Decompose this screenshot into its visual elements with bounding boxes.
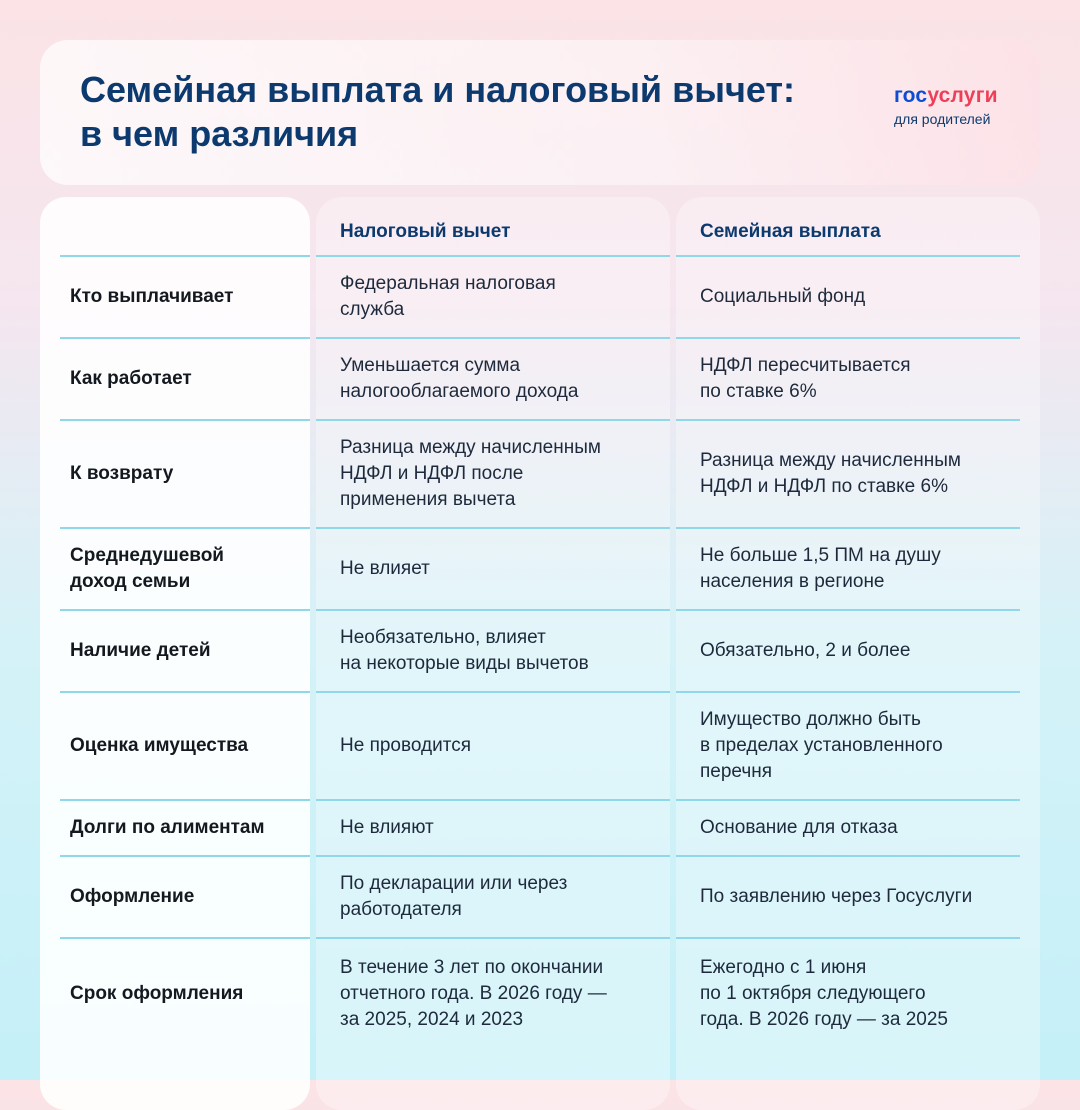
family-payment-value: [700, 801, 1020, 855]
family-payment-value-text: Имущество должно быть в пределах установленного перечня: [700, 709, 943, 782]
row-label: [70, 801, 305, 855]
title-line-1: Семейная выплата и налоговый вычет:: [80, 69, 796, 110]
tax-deduction-value: [340, 611, 660, 691]
family-payment-value-text: Ежегодно с 1 июня по 1 октября следующего года. В 2026 году — за 2025: [700, 957, 949, 1030]
family-payment-value-text: Не больше 1,5 ПМ на душу населения в регионе: [700, 545, 941, 592]
title-line-2: в чем различия: [80, 113, 359, 154]
row-label-text: Оформление: [70, 886, 195, 907]
tax-deduction-value: [340, 257, 660, 337]
tax-deduction-value-text: Уменьшается сумма налогооблагаемого дохода: [340, 355, 579, 402]
header-panel: [40, 40, 1040, 185]
tax-deduction-value: [340, 339, 660, 419]
tax-deduction-value: [340, 801, 660, 855]
family-payment-value: [700, 529, 1020, 609]
row-label-text: К возврату: [70, 463, 174, 484]
family-payment-value-text: По заявлению через Госуслуги: [700, 886, 973, 907]
row-label-text: Наличие детей: [70, 640, 211, 661]
family-payment-value: [700, 611, 1020, 691]
family-payment-value: [700, 939, 1020, 1049]
family-payment-value: [700, 421, 1020, 527]
row-label: [70, 939, 305, 1049]
logo-part-uslugi: услуги: [927, 84, 998, 107]
row-label: [70, 693, 305, 799]
row-label: [70, 529, 305, 609]
family-payment-value-text: Обязательно, 2 и более: [700, 640, 911, 661]
tax-deduction-value: [340, 693, 660, 799]
row-label-text: Среднедушевой доход семьи: [70, 545, 224, 592]
tax-deduction-value-text: По декларации или через работодателя: [340, 873, 568, 920]
tax-deduction-value-text: Не влияет: [340, 558, 430, 579]
page-title: [80, 68, 840, 156]
family-payment-value-text: Социальный фонд: [700, 286, 866, 307]
tax-deduction-value-text: Не проводится: [340, 735, 471, 756]
tax-deduction-value-text: Не влияют: [340, 817, 434, 838]
column-header-family-payment: Семейная выплата: [700, 221, 881, 242]
logo-subtitle: для родителей: [894, 111, 991, 127]
row-label-text: Срок оформления: [70, 983, 244, 1004]
logo-part-gos: гос: [894, 84, 928, 107]
gosuslugi-logo: [894, 84, 998, 128]
family-payment-value: [700, 693, 1020, 799]
row-label: [70, 611, 305, 691]
tax-deduction-value: [340, 421, 660, 527]
tax-deduction-value: [340, 939, 660, 1049]
row-label-text: Кто выплачивает: [70, 286, 234, 307]
row-label-text: Долги по алиментам: [70, 817, 265, 838]
tax-deduction-value: [340, 529, 660, 609]
tax-deduction-value: [340, 857, 660, 937]
tax-deduction-value-text: Федеральная налоговая служба: [340, 273, 556, 320]
column-header-tax-deduction: Налоговый вычет: [340, 221, 511, 242]
row-label-text: Оценка имущества: [70, 735, 249, 756]
family-payment-value-text: НДФЛ пересчитывается по ставке 6%: [700, 355, 911, 402]
tax-deduction-value-text: В течение 3 лет по окончании отчетного года. В 2026 году — за 2025, 2024 и 2023: [340, 957, 607, 1030]
row-label: [70, 421, 305, 527]
tax-deduction-value-text: Разница между начисленным НДФЛ и НДФЛ после применения вычета: [340, 437, 601, 510]
row-label: [70, 339, 305, 419]
family-payment-value: [700, 857, 1020, 937]
family-payment-value-text: Разница между начисленным НДФЛ и НДФЛ по ставке 6%: [700, 450, 961, 497]
logo-wordmark: [894, 84, 998, 108]
row-label: [70, 857, 305, 937]
row-label-text: Как работает: [70, 368, 192, 389]
family-payment-value: [700, 257, 1020, 337]
family-payment-value: [700, 339, 1020, 419]
family-payment-value-text: Основание для отказа: [700, 817, 898, 838]
row-label: [70, 257, 305, 337]
tax-deduction-value-text: Необязательно, влияет на некоторые виды вычетов: [340, 627, 589, 674]
